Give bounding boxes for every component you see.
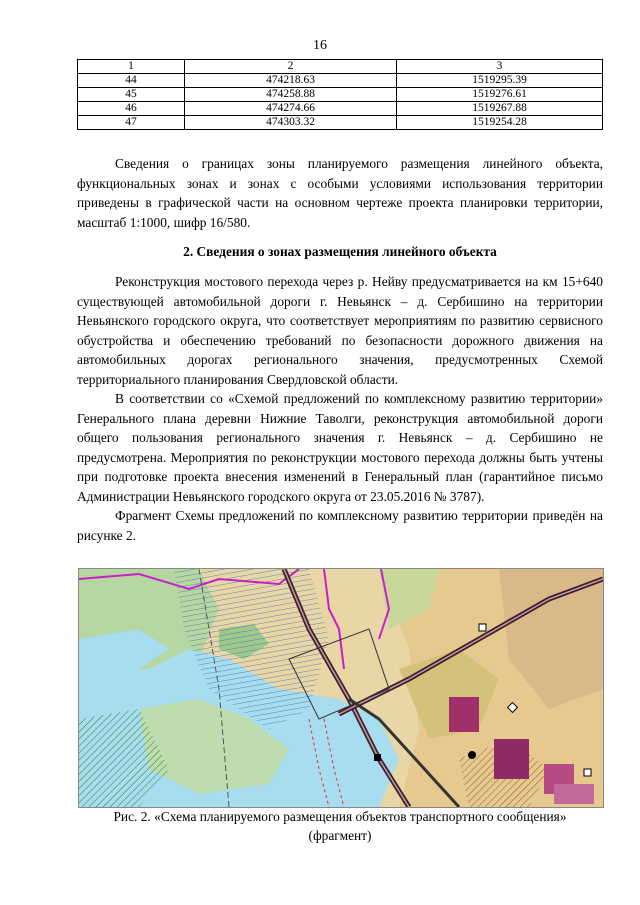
body-paragraph: Фрагмент Схемы предложений по комплексному развитию территории приведён на рисунке 2.	[77, 508, 603, 543]
map-figure	[78, 568, 604, 808]
section-heading: 2. Сведения о зонах размещения линейного объекта	[183, 244, 497, 259]
table-header-cell: 2	[185, 60, 397, 74]
table-cell: 1519276.61	[397, 88, 603, 102]
table-cell: 474274.66	[185, 102, 397, 116]
table-header-cell: 3	[397, 60, 603, 74]
body-paragraph: Реконструкция мостового перехода через р. Нейву предусматривается на км 15+640 существующей автомобильной дороги г. Невьянск – д. Сербишино на территории Невьянского городского округа, что соответствует мероприятиям по развитию сервисного обустройства и обеспечению требований по безопасности дорожного движения на автомобильных дорогах регионального значения, предусмотренных Схемой территориального планирования Свердловской области.	[77, 274, 603, 387]
body-paragraph: В соответствии со «Схемой предложений по комплексному развитию территории» Генерального плана деревни Нижние Таволги, реконструкция автомобильной дороги общего пользования регионального значения г. Невьянск – д. Сербишино не предусмотрена. Мероприятия по реконструкции мостового перехода должны быть учтены при подготовке проекта внесения изменений в Генеральный план (гарантийное письмо Администрации Невьянского городского округа от 23.05.2016 № 3787).	[77, 391, 603, 504]
table-cell: 1519295.39	[397, 74, 603, 88]
body-text	[77, 272, 603, 545]
figure-caption	[77, 807, 603, 845]
intro-block	[77, 154, 603, 232]
figure-caption-line: (фрагмент)	[308, 828, 372, 843]
coordinates-table	[77, 59, 603, 130]
table-cell: 47	[78, 116, 185, 130]
table-cell: 1519267.88	[397, 102, 603, 116]
table-cell: 44	[78, 74, 185, 88]
map-image	[79, 569, 603, 807]
table-cell: 474218.63	[185, 74, 397, 88]
table-row	[78, 102, 603, 116]
table-cell: 46	[78, 102, 185, 116]
intro-paragraph: Сведения о границах зоны планируемого размещения линейного объекта, функциональных зонах и зонах с особыми условиями использования территории приведены в графической части на основном чертеже проекта планировки территории, масштаб 1:1000, шифр 16/580.	[77, 156, 603, 230]
table-row	[78, 88, 603, 102]
table-header-cell: 1	[78, 60, 185, 74]
figure-caption-line: Рис. 2. «Схема планируемого размещения объектов транспортного сообщения»	[113, 809, 567, 824]
table-cell: 474258.88	[185, 88, 397, 102]
table-cell: 474303.32	[185, 116, 397, 130]
table-cell: 1519254.28	[397, 116, 603, 130]
table-header-row	[78, 60, 603, 74]
table-row	[78, 74, 603, 88]
table-row	[78, 116, 603, 130]
table-cell: 45	[78, 88, 185, 102]
page-number: 16	[313, 38, 327, 53]
